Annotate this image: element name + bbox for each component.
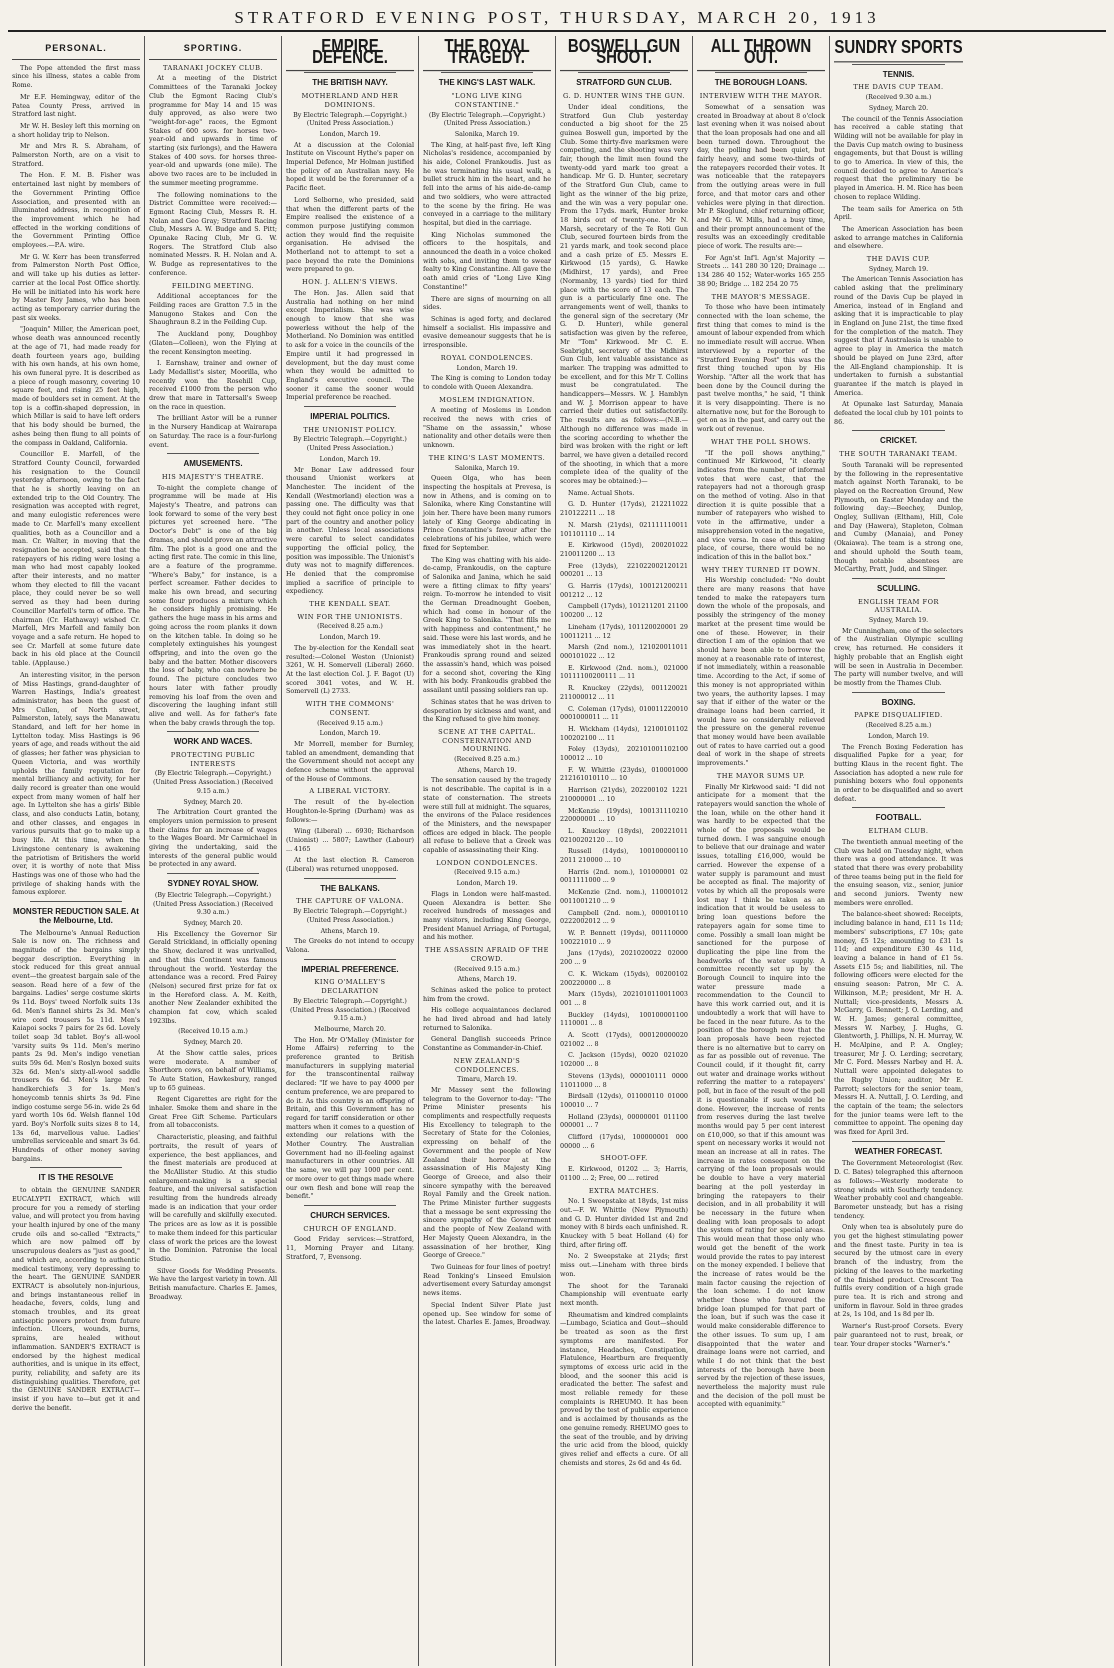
paragraph: Schinas is aged forty, and declared himself a socialist. His impassive and evasive demeanour suggests that he is irresponsible. (423, 314, 551, 350)
paragraph: Two Guineas for four lines of poetry! Read Tonking's Linseed Emulsion advertisement every Saturday amongst news items. (423, 1263, 551, 1298)
paragraph: General Danglish succeeds Prince Constantine as Commander-in-Chief. (423, 1035, 551, 1053)
sub-heading: SCENE AT THE CAPITAL. CONSTERNATION AND MOURNING. (438, 727, 536, 754)
paragraph: Mr Bonar Law addressed four thousand Unionist workers at Manchester. The incident of the Kendall (Westmorland) election was a passing one. The difficulty was that they could not fight once policy in one part of the country and another policy in another. Unless local associations were careful to select candidates supporting the official policy, the position was impossible. The Unionist's duty was not to magnify differences. He denied that the compromise implied a sacrifice of principle to expediency. (286, 465, 414, 596)
paragraph: At Opunake last Saturday, Manaia defeated the local club by 101 points to 86. (834, 400, 963, 426)
divider (304, 406, 396, 407)
section-heading: CRICKET. (880, 436, 917, 446)
paragraph: Lord Selborne, who presided, said that when the different parts of the Empire realised the existence of a common purpose justifying common action they would find the requisite organisation. He advised the Motherland not to attempt to set a pace beyond the rate the Dominions were prepared to go. (286, 195, 414, 274)
paragraph: Characteristic, pleasing, and faithful portraits, the result of years of experience, the best appliances, and the finest materials are produced at the McAllister Studio. At this studio enlargement-making is a special feature, and the universal satisfaction resulting from the hundreds already made is an indication that your order will be carefully and skilfully executed. The prices are as low as it is possible to make them indeed for this particular class of work the prices are the lowest in the Dominion. Patronise the local Studio. (149, 1133, 278, 1263)
paragraph: Mr G. W. Kerr has been transferred from Palmerston North Post Office, and will take up his duties as letter-carrier at the local Post Office shortly. He will be initiated into his work here by Master Roy James, who has been acting as temporary carrier during the past six weeks. (12, 252, 140, 322)
paragraph: Mr Massey sent the following telegram to the Governor to-day: "The Prime Minister presents his compliments and respectfully requests His Excellency to telegraph to the Secretary of State for the Colonies, expressing on behalf of the Government and the people of New Zealand their horror at the assassination of His Majesty King George of Greece, and also their sincere sympathy with the bereaved Royal Family and the Greek nation. The Prime Minister further suggests that a message be sent expressing the sincere sympathy of the Government and the people of New Zealand with Her Majesty Queen Alexandra, in the assassination of her brother, King George of Greece." (423, 1085, 551, 1260)
sub-heading: WIN FOR THE UNIONISTS. (297, 612, 403, 621)
column-sundry (830, 36, 967, 1666)
sub-heading: WITH THE COMMONS' CONSENT. (305, 700, 395, 717)
divider (304, 959, 396, 960)
paragraph: C. Coleman (17yds), 010011220010 0001000011 ... 11 (560, 704, 688, 722)
paragraph: C. Jackson (15yds), 0020 021020 102000 ... 8 (560, 1051, 688, 1069)
paragraph: Harrison (21yds), 202200102 1221 210000001 ... 10 (560, 786, 688, 803)
divider (441, 72, 533, 73)
paragraph: R. Knuckey (22yds), 001120021 211000012 ... 11 (560, 684, 688, 701)
dateline: Sydney, March 20. (183, 919, 243, 927)
section-heading: IT IS THE RESOLVE (38, 1173, 114, 1183)
paragraph: The Greeks do not intend to occupy Valona. (286, 937, 414, 954)
paragraph: L. Knuckey (18yds), 200221011 02100202120 ... 10 (560, 826, 688, 844)
paragraph: The American Tennis Association has cabled asking that the preliminary round of the Davis Cup be played in America, instead of in England and asking that it is impracticable to play in England on June 21st, the time fixed for the completion of the match. They suggest that if Australasia is unable to agree to play in America the match should be played on June 23rd, after the All-England championship. It is undertaken to furnish a substantial guarantee if the match is played in America. (834, 275, 963, 397)
column-royal (419, 36, 556, 1666)
sub-heading: THE DAVIS CUP TEAM. (853, 83, 944, 92)
sub-heading: MOSLEM INDIGNATION. (439, 395, 535, 404)
paragraph: At the last election R. Cameron (Liberal) was returned unopposed. (286, 856, 414, 874)
sub-heading: ENGLISH TEAM FOR AUSTRALIA. (858, 597, 939, 615)
paragraph: H. Wickham (14yds), 12100101102 100202100 ... 11 (560, 724, 688, 742)
paragraph: The Melbourne's Annual Reduction Sale is now on. The richness and magnitude of the bargains simply beggar description. Everything in stock reduced for this great annual event—the greatest bargain sale of the season. Read here of a few of the bargains. Ladies' serge costume skirts 9s 11d. Boys' tweed Norfolk suits 13s 6d. Men's flannel shirts 2s 3d. Men's wire cord trousers 5s 11d. Men's Kaiapoi socks 7 pairs for 2s 6d. Lovely toilet soap 3d tablet. Boy's all-wool 'varsity suits 9s 11d. Men's merino pants 2s 9d. Men's indigo venetian suits 59s 6d. Men's Roslyn boxed suits 32s 6d. Men's sixty-all-wool saddle trousers 6s 6d. Men's large red handkerchiefs 3 for 1s. Men's honeycomb tennis shirts 3s 9d. Fine indigo costume serge 56-in. wide 2s 6d yard worth 10s 6d. Welsh flannel 10d yard. Boy's Norfolk suits sizes 8 to 14, 13s 6d, marvellous value. Ladies' umbrellas serviceable and smart 3s 6d. Hundreds of other money saving bargains. (12, 928, 140, 1163)
section-heading: THE KING'S LAST WALK. (438, 78, 536, 88)
paragraph: Buckley (14yds), 100100001100 1110001 ... 8 (560, 1010, 688, 1028)
sub-heading: SHOOT-OFF. (600, 1154, 648, 1163)
divider (852, 430, 945, 431)
paragraph: McKenzie (19yds), 100131110210 220000001 ... 10 (560, 806, 688, 824)
credit-line: By Electric Telegraph.—Copyright.) (United Press Association.) (293, 436, 407, 453)
sub-heading: THE KING'S LAST MOMENTS. (428, 453, 546, 462)
paragraph: E. Kirkwood (2nd. nom.), 021000 10111100200111 ... 11 (560, 663, 688, 681)
divider (167, 731, 259, 732)
divider (304, 1205, 396, 1206)
paragraph: The shoot for the Taranaki Championship will eventuate early next month. (560, 1281, 688, 1307)
paragraph: Regent Cigarettes are right for the inhaler. Smoke them and share in the Great Free Gift Scheme. Particulars from all tobacconists. (149, 1095, 277, 1130)
paragraph: Campbell (2nd. nom.), 000010110 0222002012 ... 9 (560, 908, 688, 926)
sub-heading: WHAT THE POLL SHOWS. (710, 437, 811, 446)
paragraph: The council of the Tennis Association has received a cable stating that Wilding will not be available for play in the Davis Cup match owing to business engagements, but that Doust is willing to go to America. In view of this, the council decided to agree to America's request that the preliminary tie be played in America. H. M. Rice has been chosen to replace Wilding. (834, 114, 963, 201)
paragraph: Stevens (13yds), 000010111 0000 11011000 ... 8 (560, 1071, 688, 1089)
credit-line: By Electric Telegraph.—Copyright.) (United Press Association.) (293, 111, 407, 128)
paragraph: South Taranaki will be represented by the following in the representative match against North Taranaki, to be played on the Recreation Ground, New Plymouth, on Easter Monday and the following day:—Beechey, Dunlop, Ongley, Sullivan (Eltham), Hill, Cole and Day (Hawera), Stapleton, Colman and Cumby (Manaia), and Poney (Okaiawa). The team is a strong one, and should uphold the South team, though notable absentees are McCarthy, Pratt, Judd, and Slinger. (834, 460, 963, 574)
dateline: Sydney, March 20. (868, 104, 929, 112)
paragraph: An interesting visitor, in the person of Miss Hastings, grand-daughter of Warren Hastings, India's greatest administrator, has been the guest of Mrs Cullen, of North street, Palmerston, lately, says the Manawatu Standard, and left for her home in Lyttelton today. Miss Hastings is 96 years of age, and reads without the aid of glasses; her father was physician to Queen Victoria, and was worthily upholds the family reputation for mental brilliancy and activity, for her daily record is greater than one would expect from many women of half her age. In Lyttelton she has a girls' Bible class, and also conducts Latin, botany, and other classes, and engages in various pursuits that go to make up a busy life. At this time, when the Livingstone centenary is awakening the patriotism of Britishers the world over, it is worthy of note that Miss Hastings was one of those who had the privilege of shaking hands with the famous explorer. (12, 670, 140, 897)
column-heading: THE ROYAL TRAGEDY. (423, 36, 551, 72)
section-heading: TENNIS. (882, 69, 915, 79)
section-heading: WORK AND WACES. (173, 737, 253, 747)
sub-heading: LONDON CONDOLENCES. (436, 858, 538, 867)
paragraph: A meeting of Moslems in London received the news with cries of "Shame on the assassin," whose nationality and other details were then unknown. (423, 406, 551, 450)
paragraph: The balance-sheet showed: Receipts, including balance in hand, £11 1s 11d; members' subscriptions, £7 10s; gate money, £5 12s; amounting to £31 1s 11d; and expenditure £30 4s 11d, leaving a balance in hand of £1 5s. Assets £15 5s; and liabilities, nil. The following officers were elected for the ensuing season: Patron, Mr C. A. Wilkinson, M.P.; president, Mr H. A. Nuttall; vice-presidents, Messrs A. McGarry, G. Bennett; J. O. Lerding, and W. H. James; general committee, Messrs W. Narbey, J. Hughs, G. Glentworth, J. Phillips, N. H. Murray, W. H. McAlpine, and P. A. Ongley; treasurer, Mr J. O. Lerding; secretary, Mr C. Ford. Messrs Narbey and H. A. Nuttall were appointed delegates to the Rugby Union; auditor, Mr E. Parrott; selectors for the senior team, Messrs H. A. Nuttall, J. O. Lerding, and the captain of the team; the selectors for the junior teams were left to the committee to appoint. The opening day was fixed for April 3rd. (834, 910, 963, 1137)
paragraph: to obtain the GENUINE SANDER EUCALYPTI EXTRACT, which will procure for you a remedy of sterling value, and will protect you from having your health injured by one of the many crude oils and so-called "Extracts," which are now palmed off by unscrupulous dealers as "just as good," and which are, according to authentic medical testimony, very depressing to the heart. The GENUINE SANDER EXTRACT is absolutely non-injurious, and brings instantaneous relief in headache, fevers, colds, lung and stomach troubles, and its great antiseptic powers protect from future infection. Ulcers, wounds, burns, sprains, are healed without inflammation. SANDER'S EXTRACT is endorsed by the highest medical authorities, and is unique in its effect, purity, reliability, and safety are its distinguishing qualities. Therefore, get the GENUINE SANDER EXTRACT—insist if you have to—but get it and derive the benefit. (12, 1186, 140, 1412)
divider (167, 453, 259, 454)
divider (852, 1141, 945, 1142)
paragraph: The Auckland pony, Doughboy (Glaten—Colleen), won the Flying at the recent Kensington meeting. (149, 330, 277, 356)
paragraph: Flags in London were half-masted. Queen Alexandra is better. She received hundreds of messages and many visitors, including King George, President Manuel Arriaga, of Portugal, and his mother. (423, 889, 551, 942)
dateline: London, March 19. (319, 730, 381, 738)
paragraph: McKenzie (2nd. nom.), 110001012 0011001210 ... 9 (560, 888, 688, 905)
paragraph: Schinas asked the police to protect him from the crowd. (423, 985, 551, 1003)
column-heading: SUNDRY SPORTS (834, 36, 963, 62)
paragraph: Special Indent Silver Plate just opened up. See window for some of the latest. Charles E. James, Broadway. (423, 1300, 551, 1327)
dateline: London, March 19. (456, 880, 518, 888)
section-heading: STRATFORD GUN CLUB. (576, 78, 672, 88)
paragraph: Harris (2nd. nom.), 101000001 02 0011111000 ... 9 (560, 867, 688, 885)
paragraph: Name. Actual Shots. (568, 488, 635, 497)
divider (852, 692, 945, 693)
credit-line: (Received 8.25 a.m.) (317, 623, 383, 631)
credit-line: (Received 9.15 a.m.) (454, 965, 520, 973)
divider (852, 578, 945, 579)
paragraph: I. Earnshaw, trainer and owner of Lady Medallist's sister, Moorilla, who recently won the Rosehill Cup, received £1000 from the person who drew that mare in Tattersall's Sweep on the race in question. (149, 359, 277, 411)
credit-line: By Electric Telegraph.—Copyright.) (United Press Association.) (Received 9.15 a.m.) (289, 997, 410, 1023)
credit-line: (Received 8.25 a.m.) (454, 756, 520, 764)
sub-heading: HIS MAJESTY'S THEATRE. (161, 472, 265, 481)
paragraph: E. Kirkwood (15yd), 200201022 210011200 ... 13 (560, 541, 688, 558)
dateline: London, March 19. (868, 732, 929, 740)
sub-heading: THE MAYOR SUMS UP. (716, 771, 806, 780)
sub-heading: WHY THEY TURNED IT DOWN. (701, 565, 821, 574)
columns-container (8, 36, 1106, 1666)
paragraph: To-night the complete change of programme will be made at His Majesty's Theatre, and patrons can look forward to some of the very best pictures yet screened here. "The Doctor's Debt" is one of the big dramas, and should prove an attractive film. The plot is a good one and the acting first rate. The comic in this line, are a feature of the programme. "Where's Baby," for instance, is a perfect screamer. Father decides to make his own bread, and securing some flour produces a mixture which he considers highly promising. He gathers the huge mass in his arms and going across the room planks it down on the kitchen table. In doing so he completely extinguishes his youngest offspring, and into the oven go the baby and the batter. Mother discovers the loss of baby, who can nowhere be found. The picture concludes two hours later with father proudly removing his loaf from the oven and discovering the laughing infant still alive and well. As for father's fate when the baby crawls through the top. (149, 483, 277, 727)
paragraph: For Agn'st Inf'l. Agn'st Majority — Streets ... 141 280 30 120; Drainage ... 134 286 40 152; Water-works 165 255 38 90; Bridge ... 182 254 20 75 (697, 253, 825, 288)
paragraph: The French Boxing Federation has disqualified Papke for a year, for butting Klaus in the recent fight. The Association has adopted a new rule for punishing boxers who foul opponents in order to be disqualified and so avert defeat. (834, 742, 963, 803)
paragraph: His Excellency the Governor Sir Gerald Strickland, in officially opening the Show, declared it was unrivalled, and that this Continent was famous throughout the world. Yesterday the attendance was a record. Fred Fairey (Nelson) secured first prize for fat ox in the Hereford class. A. M. Keith, another New Zealander exhibited the champion fat cow, which scaled 1923lbs. (149, 929, 277, 1025)
dateline: London, March 19. (456, 364, 518, 372)
sub-heading: THE KENDALL SEAT. (309, 600, 391, 609)
divider (715, 72, 807, 73)
credit-line: (Received 9.30 a.m.) (865, 94, 932, 102)
sub-heading: THE CAPTURE OF VALONA. (296, 897, 404, 906)
sub-heading: PROTECTING PUBLIC INTERESTS (170, 751, 256, 768)
paragraph: Foley (13yds), 202101001102100 100012 ... 10 (560, 745, 688, 763)
sub-heading: THE UNIONIST POLICY. (303, 425, 397, 434)
paragraph: The King was chatting with his aide-de-camp, Frankoudis, on the capture of Salonika and Janina, which he said were a fitting climax to fifty years' reign. To-morrow he intended to visit the German Dreadnought Goeben, which had come in honour of the Greek King to Salonika. "That fills me with happiness and contentment," he said. These were his last words, and he was immediately shot in the heart. Frankoudis sprang round and seized the assassin's hand, which was poised for a second shot, covering the King with his body. Frankoudis grabbed the assailant until passing soldiers ran up. (423, 555, 551, 695)
dateline: Sydney, March 20. (183, 1039, 243, 1047)
paragraph: The by-election for the Kendall seat resulted:—Colonel Weston (Unionist) 3261, W. H. Somervell (Liberal) 2660. At the last election Col. J. F. Bagot (U) scored 3041 votes, and W. H. Somervell (L) 2733. (286, 643, 414, 696)
credit-line: (Received 9.15 a.m.) (317, 719, 383, 727)
sub-heading: CHURCH OF ENGLAND. (303, 1224, 397, 1233)
section-heading: SYDNEY ROYAL SHOW. (167, 879, 259, 889)
sub-heading: THE MAYOR'S MESSAGE. (711, 292, 811, 301)
column-personal (8, 36, 145, 1666)
sub-heading: A LIBERAL VICTORY. (309, 787, 391, 796)
paragraph: "If the poll shows anything," continued Mr Kirkwood, "it clearly indicates from the number of informal votes that were cast, that the ratepayers had not a thorough grasp on the method of voting. Also in that direction it is quite possible that a number of ratepayers who wished to vote in the affirmative, under a misapprehension voted in the negative, and vice versa. In case of this taking place, of course, there would be no indication of this in the ballot box." (697, 448, 825, 561)
paragraph: Schinas states that he was driven to desperation by sickness and want, and the King refused to give him money. (423, 697, 551, 724)
paragraph: Clifford (17yds), 100000001 000 00000 ... 6 (560, 1133, 688, 1150)
paragraph: Wing (Liberal) ... 6930; Richardson (Unionist) ... 5807; Lawther (Labour) ... 4165 (286, 827, 414, 853)
divider (30, 901, 122, 902)
credit-line: (By Electric Telegraph.—Copyright.) (United Press Association.) (428, 111, 546, 128)
paragraph: A. Scott (17yds), 000120000020 021002 ... 8 (560, 1031, 688, 1048)
paragraph: Good Friday services:—Stratford, 11, Morning Prayer and Litany. Stratford, 7, Evensong. (286, 1235, 414, 1261)
divider (852, 64, 945, 65)
paragraph: The Government Meteorologist (Rev. D. C. Bates) telegraphed this afternoon as follows:—Westerly moderate to strong winds with Southerly tendency. Weather probably cool and changeable. Barometer unsteady, but has a rising tendency. (834, 1159, 963, 1220)
credit-line: By Electric Telegraph.—Copyright.) (United Press Association.) (293, 908, 407, 924)
paragraph: At a discussion at the Colonial Institute on Viscount Hythe's paper on Imperial Defence, Mr Holman justified the policy of an Australian navy. He hoped it would be the forerunner of a Pacific fleet. (286, 140, 414, 193)
sub-heading: ROYAL CONDOLENCES. (440, 353, 534, 362)
paragraph: Free (13yds), 221022002120121 000201 ... 13 (560, 561, 688, 579)
paragraph: Mr Morrell, member for Burnley, tabled an amendment, demanding that the Government should not accept any defence scheme without the approval of the House of Commons. (286, 739, 414, 783)
divider (167, 873, 259, 874)
paragraph: At a meeting of the District Committees of the Taranaki Jockey Club the Egmont Racing Club's programme for May 14 and 15 was duly approved, as also were two "weight-for-age" races, the Egmont Stakes of 600 sovs. for horses two-year-old and upwards in time of starting (six furlongs), and the Hawera Stakes of 400 sovs. for horses three-year-old and upwards (one mile). The above two races are to be included in the summer meeting programme. (149, 74, 277, 187)
paragraph: Finally Mr Kirkwood said: "I did not anticipate for a moment that the ratepayers would sanction the whole of the loan, while on the other hand it was hardly to be expected that the whole of the proposals would be turned down. I was sanguine enough to believe that our drainage and water issues, totalling £16,000, would be carried. However the expense of a water supply is paramount and must be accepted as final. The majority of votes by which all the proposals were lost may I think be taken as an indication that it would be useless to bring loan questions before the ratepayers again for some time to come. Possibly a small loan might be sanctioned for the purpose of duplicating the pipe line from the headworks of the water supply. A committee recently set up by the Borough Council to inquire into the water pressure made a recommendation to the Council to have this work carried out, and it is undoubtedly a work that will have to be faced in the near future. As to the position of the borough now that the loan proposals have been rejected there is no alternative but to carry on as far as possible out of revenue. The Council could, if it thought fit, carry out water and drainage works without referring the matter to a ratepayers' poll, but in face of the result of the poll it is questionable if such would be done. However, the increase of rents from reserves during the last twelve months would pay 5 per cent interest on £10,000, so that if this amount was spent on necessary works it would not mean an increase at all in rates. The increase in rates consequent on the carrying of the loan proposals would be double to have a very material bearing at the poll yesterday in bringing the ratepayers to their decision, and in all probability it will be necessary in the future when dealing with loan proposals to adopt the system of rating for special areas. This would mean that those only who would get the benefit of the work would provide the rates to pay interest on the money expended. I believe that the increase of rates would be the main factor causing the rejection of the loan scheme. I do not know whether those who favoured the bridge loan plumped for that part of the loan, but if such was the case it would make considerable difference to the other issues. To sum up, I am disappointed that the water and drainage loans were not carried, and while I do not think that the best interests of the borough have been served by the rejection of these issues, nevertheless the majority must rule and the decision of the poll must be accepted with equanimity." (697, 782, 825, 1409)
column-heading: ALL THROWN OUT. (697, 36, 825, 72)
paragraph: The King, at half-past five, left King Nicholas's residence, accompanied by his aide, Colonel Frankoudis. Just as he was terminating his usual walk, a bullet struck him in the heart, and he fell into the arms of his aide-de-camp and two soldiers, who were attracted to the scene by the firing. He was conveyed in a carriage to the military hospital, but died in the carriage. (423, 140, 551, 227)
paragraph: Holland (23yds), 00000001 011100 000001 ... 7 (560, 1112, 688, 1130)
paragraph: His college acquaintances declared he had lived abroad and had lately returned to Salonika. (423, 1006, 551, 1032)
section-heading: IMPERIAL POLITICS. (310, 412, 390, 422)
credit-line: (By Electric Telegraph.—Copyright.) (United Press Association.) (Received 9.30 a.m.) (152, 891, 273, 917)
divider (578, 72, 670, 73)
sub-heading: THE DAVIS CUP. (866, 255, 931, 264)
paragraph: The following nominations to the District Committee were received:—Egmont Racing Club, Messrs R. H. Nolan and Geo Gray; Stratford Racing Club, Messrs A. W. Budge and S. Pitt; Opunake Racing Club, Mr G. W. Rogers. The Stratford Club also nominated Messrs. R. H. Nolan and A. W. Budge as representatives to the conference. (149, 190, 277, 277)
paragraph: No. 1 Sweepstake at 18yds, 1st miss out.—F. W. Whittle (New Plymouth) and G. D. Hunter divided 1st and 2nd money with 8 birds each unfinished. R. Knuckey with 5 beat Holland (4) for third, after firing off. (560, 1197, 688, 1249)
paragraph: F. W. Whittle (23yds), 010001000 212161010110 ... 10 (560, 765, 688, 783)
paragraph: No. 2 Sweepstake at 21yds; first miss out.—Lineham with three birds won. (560, 1252, 688, 1278)
column-heading: SPORTING. (149, 36, 277, 60)
paragraph: Marsh (2nd nom.), 121020011011 000101022 ... 12 (560, 643, 688, 660)
divider (30, 1167, 122, 1168)
paragraph: Mr and Mrs R. S. Abraham, of Palmerston North, are on a visit to Stratford. (12, 142, 140, 168)
paragraph: Mr E.F. Hemingway, editor of the Patea County Press, arrived in Stratford last night. (12, 92, 140, 119)
paragraph: King Nicholas summoned the officers to the hospitals, and announced the death in a voice choked with sobs, and inviting them to swear fealty to King Constantine. All gave the oath amid cries of "Long Live King Constantine!" (423, 230, 551, 291)
paragraph: The King is coming to London today to condole with Queen Alexandra. (423, 374, 551, 391)
paragraph: E. Kirkwood, 01202 ... 3; Harris, 01100 ... 2; Free, 00 ... retired (560, 1165, 688, 1182)
column-heading: PERSONAL. (12, 36, 140, 60)
dateline: Athens, March 19. (457, 976, 517, 984)
paragraph: Marx (15yds), 2021010110011003 001 ... 8 (560, 990, 688, 1007)
sub-heading: TARANAKI JOCKEY CLUB. (162, 63, 264, 72)
paragraph: W. P. Bennett (19yds), 001110000 100221010 ... 9 (560, 928, 688, 946)
paragraph: Mr W. H. Besley left this morning on a short holiday trip to Nelson. (12, 121, 140, 139)
sub-heading: MOTHERLAND AND HER DOMINIONS. (301, 92, 399, 109)
masthead: STRATFORD EVENING POST, THURSDAY, MARCH 20, 1913 (8, 6, 1106, 32)
paragraph: G. Harris (17yds), 100121200211 001212 ... 12 (560, 582, 688, 599)
section-heading: THE BOROUGH LOANS. (714, 78, 808, 88)
paragraph: Queen Olga, who has been inspecting the hospitals at Prevesa, is now in Athens, and is coming on to Salonika, where King Constantine will join her. There have been many rumors lately of King George abdicating in Prince Constantine's favour after the celebrations of his jubilee, which were fixed for September. (423, 474, 551, 552)
section-heading: SCULLING. (876, 583, 921, 593)
sub-heading: INTERVIEW WITH THE MAYOR. (699, 92, 823, 101)
divider (304, 72, 396, 73)
section-heading: IMPERIAL PREFERENCE. (301, 964, 399, 974)
paragraph: At the Show cattle sales, prices were moderate. A number of Shorthorn cows, on behalf of Williams, Te Aute Station, Hawkesbury, ranged up to 65 guineas. (149, 1048, 277, 1092)
credit-line: (By Electric Telegraph.—Copyright.) (United Press Association.) (Received 9.15 a.m.) (152, 770, 273, 795)
column-boswell (556, 36, 693, 1666)
paragraph: The Hon. Jas. Allen said that Australia had nothing on her mind except Imperialism. She was wise enough to know that she was powerless without the help of the Motherland. No Dominion was entitled to ask for a voice in the councils of the Empire until it had progressed in development, but the day must come when they would be admitted to England's executive council. The sooner it came the sooner would Imperial preference be reached. (286, 288, 414, 402)
paragraph: Warner's Rust-proof Corsets. Every pair guaranteed not to rust, break, or tear. Your draper stocks "Warner's." (834, 1322, 963, 1348)
credit-line: (Received 8.25 a.m.) (865, 722, 932, 730)
column-sporting (145, 36, 282, 1666)
sub-heading: NEW ZEALAND'S CONDOLENCES. (453, 1056, 521, 1074)
paragraph: The twentieth annual meeting of the Club was held on Tuesday night, when there was a good attendance. It was stated that there was every probability of three teams being put in the field for the ensuing season, viz., senior, junior and second juniors. Twenty new members were enrolled. (834, 837, 963, 907)
paragraph: The result of the by-election Houghton-le-Spring (Durham) was as follows:— (286, 798, 414, 824)
dateline: Athens, March 19. (320, 927, 380, 935)
paragraph: Birdsall (12yds), 011000110 01000 100010 ... 7 (560, 1092, 688, 1109)
paragraph: Additional acceptances for the Feilding races are Gratton 7.5 in the Manugono Stakes and Con the Shaughraun 8.2 in the Feilding Cup. (149, 292, 277, 327)
section-heading: THE BALKANS. (320, 883, 380, 893)
paragraph: G. D. Hunter (17yds), 212211022 210122211 ... 18 (560, 500, 688, 518)
paragraph: The team sails for America on 5th April. (834, 204, 963, 222)
paragraph: The Pope attended the first mass since his illness, states a cable from Rome. (12, 63, 140, 90)
sub-heading: THE SOUTH TARANAKI TEAM. (839, 450, 958, 459)
paragraph: The Hon. F. M. B. Fisher was entertained last night by members of the Government Printing Office Association, and presented with an illuminated address, in recognition of the improvement which he had effected in the working conditions of the Government Printing Office employees.—P.A. wire. (12, 171, 140, 250)
credit-line: (Received 9.15 a.m.) (454, 869, 520, 877)
paragraph: The American Association has been asked to arrange matches in California and elsewhere. (834, 224, 963, 251)
sub-heading: G. D. HUNTER WINS THE GUN. (563, 92, 685, 101)
sub-heading: ELTHAM CLUB. (868, 827, 929, 836)
paragraph: The Hon. Mr O'Malley (Minister for Home Affairs) referring to the preference granted to British manufacturers in supplying material for the transcontinental railway declared: "If we have to pay 4000 per centum preference, we are prepared to do it. As this country is an offspring of Britain, and this Government has no regard for tariff consideration or other matters when it comes to a question of extending our relations with the Mother Country. The Australian Government had no ill-feeling against manufacturers in other countries. All the same, we will pay 1000 per cent. or more over to get things made where our own flesh and bone will reap the benefit." (286, 1035, 414, 1201)
dateline: London, March 19. (319, 455, 381, 463)
paragraph: Under ideal conditions, the Stratford Gun Club yesterday conducted a big shoot for the 25 guinea Boswell gun, imported by the Club. Some thirty-five marksmen were competing, and the shooting was very fair, though the limit men found the twenty-odd yard mark too great a handicap. Mr G. D. Hunter, secretary of the Stratford Gun Club, came to light as the winner of the big prize, and the win was a very popular one. From the 17yds. mark, Hunter broke 18 birds out of twenty-one. Mr N. Marsh, secretary of the Te Roti Gun Club, secured fourteen birds from the 21 yards mark, and took second place and a cash prize of £5. Messrs E. Kirkwood (15 yards), G. Hawke (Midhirst, 17 yards), and Free (Normanby, 13 yards) tied for third place with the score of 13 each. The gun is a particularly fine one. The arrangements went of well, thanks to the general sign of the secretary (Mr G. D. Hunter), while general satisfaction was given by the referee, Mr "Tom" Kirkwood. Mr C. E. Seabright, secretary of the Midhirst Gun Club, lent valuable assistance as marker. The trapping was admitted to be excellent, and for this Mr T. Collins must be congratulated. The handicappers—Messrs. W. J. Hamblyn and W. J. Morrison appear to have carried their duties out satisfactorily. The results are as follows:—(N.B.—Although no difference was made in the scoring according to whether the bird was broken with the right or left barrel, we have given a detailed record of the shooting, in which that a more complete idea of the quality of the scores may be obtained:)— (560, 102, 688, 486)
paragraph: Mr Cunningham, one of the selectors of the Australian Olympic sculling crew, has returned. He considers it highly probable that an English eight will be seen in Australia in December. The party will number twelve, and will be mostly from the Thames Club. (834, 626, 963, 687)
paragraph: Rheumatism and kindred complaints —Lumbago, Sciatica and Gout—should be treated as soon as the first symptoms are manifested. For instance, Headaches, Constipation, Flatulence, Heartburn are frequently symptoms of excess uric acid in the blood, and the sooner this acid is eradicated the better. The safest and most reliable remedy for these complaints is RHEUMO. It has been proved by the test of public experience and is acclaimed by thousands as the one genuine remedy. RHEUMO goes to the seat of the trouble, and by driving the uric acid from the blood, quickly gives relief and effects a cure. Of all chemists and stores, 2s 6d and 4s 6d. (560, 1310, 688, 1467)
dateline: Sydney, March 20. (183, 798, 243, 806)
paragraph: The Arbitration Court granted the employers union permission to present their claims for an increase of wages to the Wages Board. Mr Carmichael in giving the undertaking, said the interests of the general public would be protected in any award. (149, 808, 277, 869)
credit-line: (Received 10.15 a.m.) (178, 1028, 248, 1036)
sub-heading: KING O'MALLEY'S DECLARATION (314, 978, 386, 996)
sub-heading: HON. J. ALLEN'S VIEWS. (302, 278, 398, 287)
paragraph: The sensation caused by the tragedy is not describable. The capital is in a state of consternation. The streets were still full at midnight. The squares, the environs of the Palace residences of the Ministers, and the newspaper offices are edged in black. The people all refuse to believe that a Greek was capable of assassinating their King. (423, 776, 551, 855)
section-heading: THE BRITISH NAVY. (312, 78, 388, 88)
dateline: Salonika, March 19. (454, 464, 520, 472)
section-heading: WEATHER FORECAST. (854, 1146, 943, 1156)
sub-heading: EXTRA MATCHES. (588, 1186, 660, 1195)
dateline: Athens, March 19. (457, 766, 517, 774)
paragraph: C. K. Wickam (15yds), 00200102 200220000 ... 8 (560, 969, 688, 987)
paragraph: Jans (17yds), 2021020022 02000 200 ... 9 (560, 949, 688, 967)
sub-heading: "LONG LIVE KING CONSTANTINE." (451, 92, 523, 109)
paragraph: Only when tea is absolutely pure do you get the highest stimulating power and the finest taste. Purity in tea is secured by the utmost care in every branch of the industry, from the picking of the leaves to the marketing of the finished product. Crescent Tea fulfils every condition of a high grade pure tea. It is rich and strong and uniform in flavour. Sold in three grades at 2s, 1s 10d, and 1s 8d per lb. (834, 1223, 963, 1319)
paragraph: Lineham (17yds), 101120020001 29 10011211 ... 12 (560, 622, 688, 640)
paragraph: The brilliant Astor will be a runner in the Nursery Handicap at Wairarapa on Saturday. The race is a four-furlong event. (149, 414, 277, 449)
paragraph: Campbell (17yds), 101211201 21100 100200 ... 12 (560, 602, 688, 620)
dateline: London, March 19. (319, 634, 381, 642)
divider (304, 878, 396, 879)
paragraph: His Worship concluded: "No doubt there are many reasons that have tended to make the ratepayers turn down the whole of the proposals, and possibly the stringency of the money market at the present time would be one of these. However, in their direction I am of the opinion that we should have been able to borrow the money at a reasonable rate of interest, if not immediately, within a reasonable time. According to the Act, if some of this money is not appropriated within two years, the authority lapses. I may say that if either of the water or the drainage loans had been carried, it would have so considerably relieved the pressure on the general revenue that money would have been available out of rates to have carried out a good deal of work in the shape of streets improvements." (697, 576, 825, 768)
paragraph: Somewhat of a sensation was created in Broadway at about 8 o'clock last evening when it was noised about that the loan proposals had one and all been turned down. Throughout the day, the polling had been quiet, but fairly heavy, and some two-thirds of the ratepayers recorded their votes. It was noticeable that the ratepayers from the outlying areas were in full force, and that motor cars and other vehicles were plying in that direction. Mr P. Skoglund, chief returning officer, and Mr G. W. Mills, had a busy time, and their prompt announcement of the results was an exceedingly creditable piece of work. The results are:— (697, 102, 825, 251)
section-heading: AMUSEMENTS. (183, 459, 243, 469)
paragraph: There are signs of mourning on all sides. (423, 294, 551, 312)
sub-heading: FEILDING MEETING. (171, 281, 255, 290)
dateline: London, March 19. (319, 130, 381, 138)
column-heading: BOSWELL GUN SHOOT. (560, 36, 688, 72)
dateline: Sydney, March 19. (868, 265, 929, 273)
dateline: Timaru, March 19. (457, 1076, 517, 1084)
paragraph: Councillor E. Marfell, of the Stratford County Council, forwarded his resignation to the Council yesterday afternoon, owing to the fact that he is shortly leaving on an extended trip to the Old Country. The resignation was accepted with regret, and many eulogistic references were made to Cr. Marfell's many excellent qualities, both as a Councillor and a man. Cr. Walter, in moving that the resignation be accepted, said that the ratepayers of his riding were losing a man who had most capably looked after their interests, and no matter whom they elected to fill the vacant place, they could never be so well served as they had been during Councillor Marfell's term of office. The chairman (Cr. Hathaway) wished Cr. Marfell, Mrs Marfell and family bon voyage and a safe return. He hoped to see Cr. Marfell at some future date back in his old place at the Council table. (Applause.) (12, 450, 140, 668)
paragraph: To those who have been intimately connected with the loan scheme, the first thing that comes to mind is the amount of labour expended from which no immediate result will accrue. When interviewed by a reporter of the "Stratford Evening Post" this was the first thing touched upon by His Worship. "After all the work that has been done by the Council during the past twelve months," he said, "I think it is very disappointing. There is no alternative now, but for the Borough to get on as in the past, and carry out the work out of revenue. (697, 303, 825, 434)
divider (852, 807, 945, 808)
dateline: Salonika, March 19. (454, 130, 520, 138)
paragraph: "Joaquin" Miller, the American poet, whose death was announced recently at the age of 71, had made ready for death fourteen years ago, building with his own hands, at his own home, his own funeral pyre. It is described as a piece of rough masonry, covering 10 square feet, and rising 25 feet high, made of boulders set in cement. At the top is a coffin-shaped depression, in which Millar is said to have left orders that his body should be burned, the ashes being then flung to all points of the compass in Oakland, California. (12, 325, 140, 447)
section-heading: FOOTBALL. (875, 813, 922, 823)
paragraph: N. Marsh (21yds), 021111110011 101101110 ... 14 (560, 520, 688, 538)
paragraph: Russell (14yds), 100100000110 2011 210000 ... 10 (560, 847, 688, 865)
section-heading: BOXING. (881, 697, 916, 707)
sub-heading: THE ASSASSIN AFRAID OF THE CROWD. (425, 946, 549, 963)
section-heading: CHURCH SERVICES. (310, 1210, 390, 1220)
dateline: Melbourne, March 20. (314, 1025, 386, 1033)
dateline: Sydney, March 19. (868, 617, 929, 625)
paragraph: Silver Goods for Wedding Presents. We have the largest variety in town. All British manufacture. Charles E. James, Broadway. (149, 1266, 277, 1301)
column-heading: EMPIRE DEFENCE. (286, 36, 414, 72)
column-thrown (693, 36, 830, 1666)
sub-heading: PAPKE DISQUALIFIED. (854, 711, 943, 720)
section-heading: MONSTER REDUCTION SALE. At the Melbourne, Ltd. (13, 907, 139, 925)
column-empire (282, 36, 419, 1666)
